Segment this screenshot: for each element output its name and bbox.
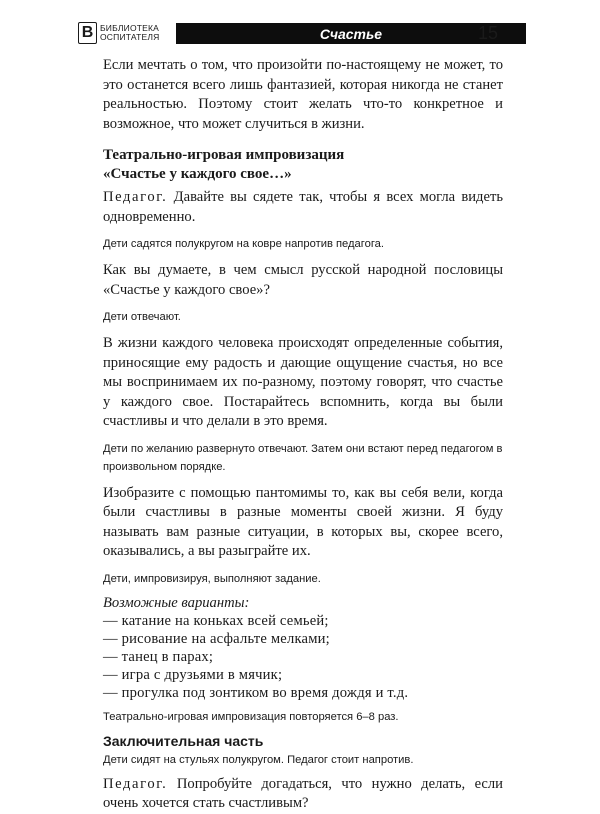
paragraph-pantomime: Изобразите с помощью пантомимы то, как вы себя вели, когда были счастливы в разные моменты своей жизни. Я буду называть вам разные ситуации, в которых вы, скорее всего, оказывались, а вы разыграйте их. — [103, 484, 503, 559]
stage-note: Дети, импровизируя, выполняют задание. — [103, 572, 321, 585]
series-letter-icon: В — [78, 22, 97, 44]
list-item: — танец в парах; — [103, 648, 214, 665]
paragraph-final-question — [103, 775, 503, 814]
speaker-label: Педагог. — [103, 189, 168, 205]
list-item: — рисование на асфальте мелками; — [103, 630, 330, 647]
list-item: — игра с друзьями в мячик; — [103, 666, 283, 683]
stage-note: Дети садятся полукругом на ковре напротив педагога. — [103, 238, 384, 250]
variants-label: Возможные варианты: — [103, 594, 250, 611]
speaker-label: Педагог. — [103, 775, 168, 792]
heading-final-part: Заключительная часть — [103, 732, 264, 749]
series-name-line2: ОСПИТАТЕЛЯ — [100, 32, 160, 42]
series-name — [100, 24, 159, 43]
running-header — [78, 22, 508, 44]
list-item: — катание на коньках всей семьей; — [103, 612, 329, 629]
page-content — [103, 56, 503, 814]
paragraph-life-events: В жизни каждого человека происходят определенные события, приносящие ему радость и дающие ощущение счастья, но все мы воспринимаем их по-разному, поэтому говорят, что счастье у каждого свое. Постарайтесь вспомнить, когда вы были счастливы и что делали в это время. — [103, 335, 503, 429]
speaker-text: Попробуйте догадаться, что нужно делать, если очень хочется стать счастливым? — [103, 775, 503, 811]
paragraph-proverb-question: Как вы думаете, в чем смысл русской народной пословицы «Счастье у каждого свое»? — [103, 262, 503, 298]
section-title: Счастье — [319, 25, 383, 42]
stage-note: Театрально-игровая импровизация повторяется 6–8 раз. — [103, 710, 399, 723]
paragraph-teacher-seat — [103, 188, 503, 227]
series-name-line1: БИБЛИОТЕКА — [100, 22, 160, 33]
variants-list — [103, 612, 503, 702]
page-number: 15 — [478, 23, 499, 43]
paragraph-intro: Если мечтать о том, что произойти по-настоящему не может, то это останется всего лишь фантазией, которая никогда не станет реальностью. Поэтому стоит желать что-то конкретное и возможное, что может случиться в жизни. — [103, 57, 503, 132]
stage-note: Дети сидят на стульях полукругом. Педагог стоит напротив. — [103, 753, 414, 766]
speaker-text: Давайте вы сядете так, чтобы я всех могла видеть одновременно. — [103, 189, 503, 225]
stage-note: Дети отвечают. — [103, 311, 181, 323]
stage-note: Дети по желанию развернуто отвечают. Затем они встают перед педагогом в произвольном порядке. — [103, 442, 503, 473]
list-item: — прогулка под зонтиком во время дождя и т.д. — [103, 684, 409, 701]
series-logo — [78, 22, 159, 44]
heading-improvisation-line2: «Счастье у каждого свое…» — [103, 166, 292, 182]
heading-improvisation-line1: Театрально-игровая импровизация — [103, 147, 345, 163]
section-title-bar — [176, 23, 526, 44]
